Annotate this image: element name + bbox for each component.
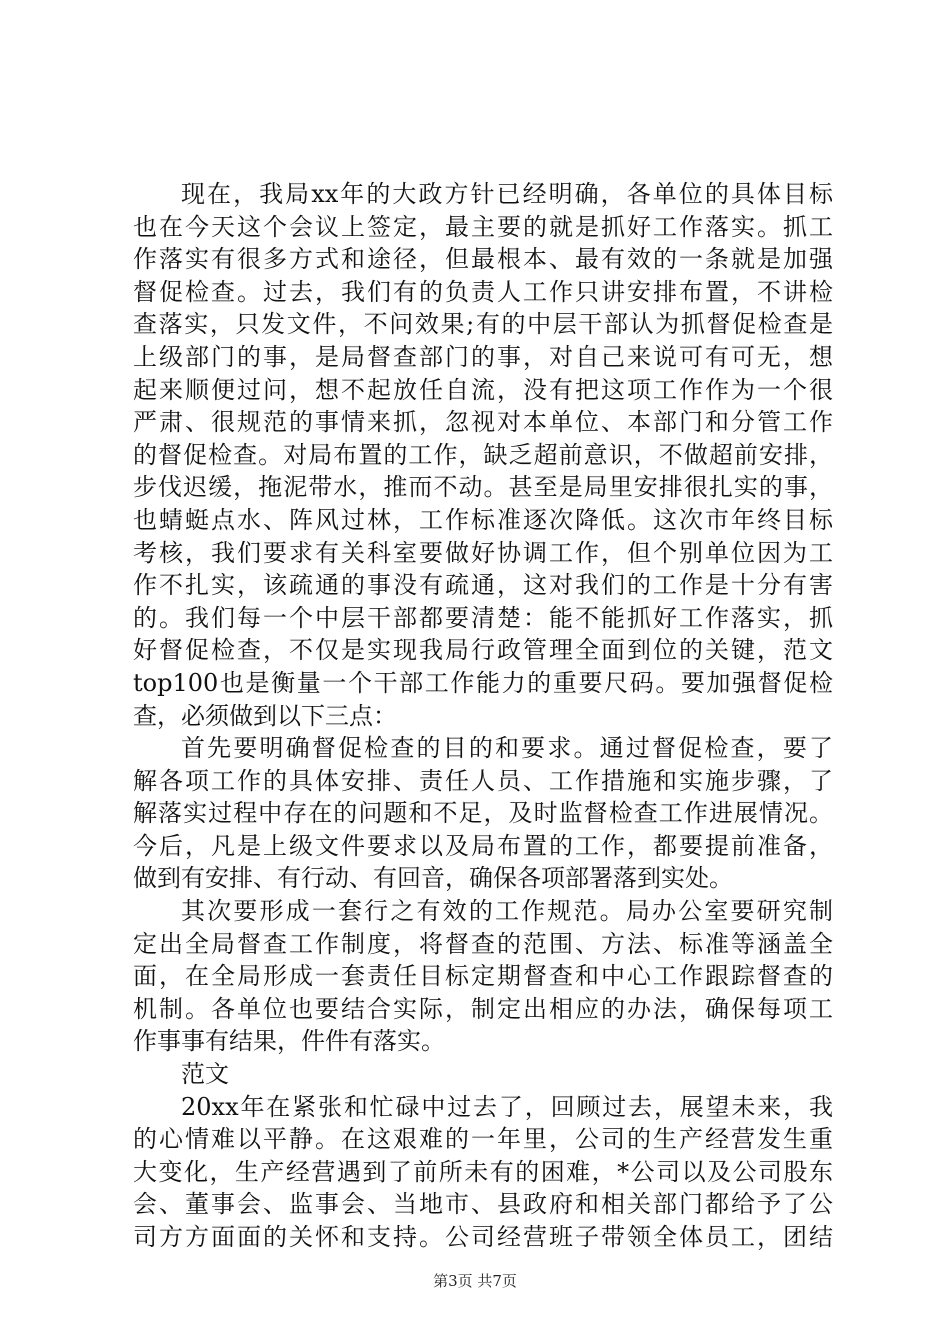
paragraph-line: 会、董事会、监事会、当地市、县政府和相关部门都给予了公 (133, 1190, 833, 1219)
paragraph-line: 上级部门的事，是局督查部门的事，对自己来说可有可无，想 (133, 342, 833, 371)
paragraph-line: 作落实有很多方式和途径，但最根本、最有效的一条就是加强 (133, 245, 833, 274)
paragraph-line: 20xx年在紧张和忙碌中过去了，回顾过去，展望未来，我 (181, 1092, 833, 1121)
paragraph-line: 也蜻蜓点水、阵风过林，工作标准逐次降低。这次市年终目标 (133, 505, 833, 534)
paragraph-line: 考核，我们要求有关科室要做好协调工作，但个别单位因为工 (133, 538, 833, 567)
paragraph-line: 现在，我局xx年的大政方针已经明确，各单位的具体目标 (181, 180, 833, 208)
paragraph-line: 定出全局督查工作制度，将督查的范围、方法、标准等涵盖全 (133, 929, 833, 958)
paragraph-line: 解落实过程中存在的问题和不足，及时监督检查工作进展情况。 (133, 799, 833, 828)
paragraph-line: 其次要形成一套行之有效的工作规范。局办公室要研究制 (181, 897, 833, 926)
paragraph-line: 作不扎实，该疏通的事没有疏通，这对我们的工作是十分有害 (133, 571, 833, 600)
paragraph-line: 也在今天这个会议上签定，最主要的就是抓好工作落实。抓工 (133, 212, 833, 241)
paragraph-line: 司方方面面的关怀和支持。公司经营班子带领全体员工，团结 (133, 1223, 833, 1251)
paragraph-line: 的。我们每一个中层干部都要清楚：能不能抓好工作落实，抓 (133, 603, 833, 632)
section-heading: 范文 (181, 1060, 229, 1089)
paragraph-line: 作事事有结果，件件有落实。 (133, 1027, 445, 1056)
paragraph-line: 起来顺便过问，想不起放任自流，没有把这项工作作为一个很 (133, 375, 833, 404)
paragraph-line: 严肃、很规范的事情来抓，忽视对本单位、本部门和分管工作 (133, 408, 833, 437)
paragraph-line: 解各项工作的具体安排、责任人员、工作措施和实施步骤，了 (133, 766, 833, 795)
paragraph-line: 的心情难以平静。在这艰难的一年里，公司的生产经营发生重 (133, 1125, 833, 1154)
paragraph-line: 大变化，生产经营遇到了前所未有的困难，*公司以及公司股东 (133, 1157, 833, 1186)
paragraph-line: 的督促检查。对局布置的工作，缺乏超前意识，不做超前安排， (133, 440, 833, 469)
paragraph-line: 督促检查。过去，我们有的负责人工作只讲安排布置，不讲检 (133, 277, 833, 306)
paragraph-line: 查落实，只发文件，不问效果;有的中层干部认为抓督促检查是 (133, 310, 833, 339)
paragraph-line: 面，在全局形成一套责任目标定期督查和中心工作跟踪督查的 (133, 962, 833, 991)
paragraph-line: top100也是衡量一个干部工作能力的重要尺码。要加强督促检 (133, 668, 833, 697)
paragraph-line: 步伐迟缓，拖泥带水，推而不动。甚至是局里安排很扎实的事， (133, 473, 833, 502)
paragraph-line: 首先要明确督促检查的目的和要求。通过督促检查，要了 (181, 734, 833, 763)
paragraph-line: 做到有安排、有行动、有回音，确保各项部署落到实处。 (133, 864, 733, 893)
paragraph-line: 好督促检查，不仅是实现我局行政管理全面到位的关键，范文 (133, 636, 833, 665)
paragraph-line: 机制。各单位也要结合实际，制定出相应的办法，确保每项工 (133, 994, 833, 1023)
paragraph-line: 查，必须做到以下三点： (133, 701, 397, 730)
body-text (133, 178, 833, 1254)
paragraph-line: 今后，凡是上级文件要求以及局布置的工作，都要提前准备， (133, 831, 833, 860)
page-footer: 第3页 共7页 (433, 1272, 517, 1290)
